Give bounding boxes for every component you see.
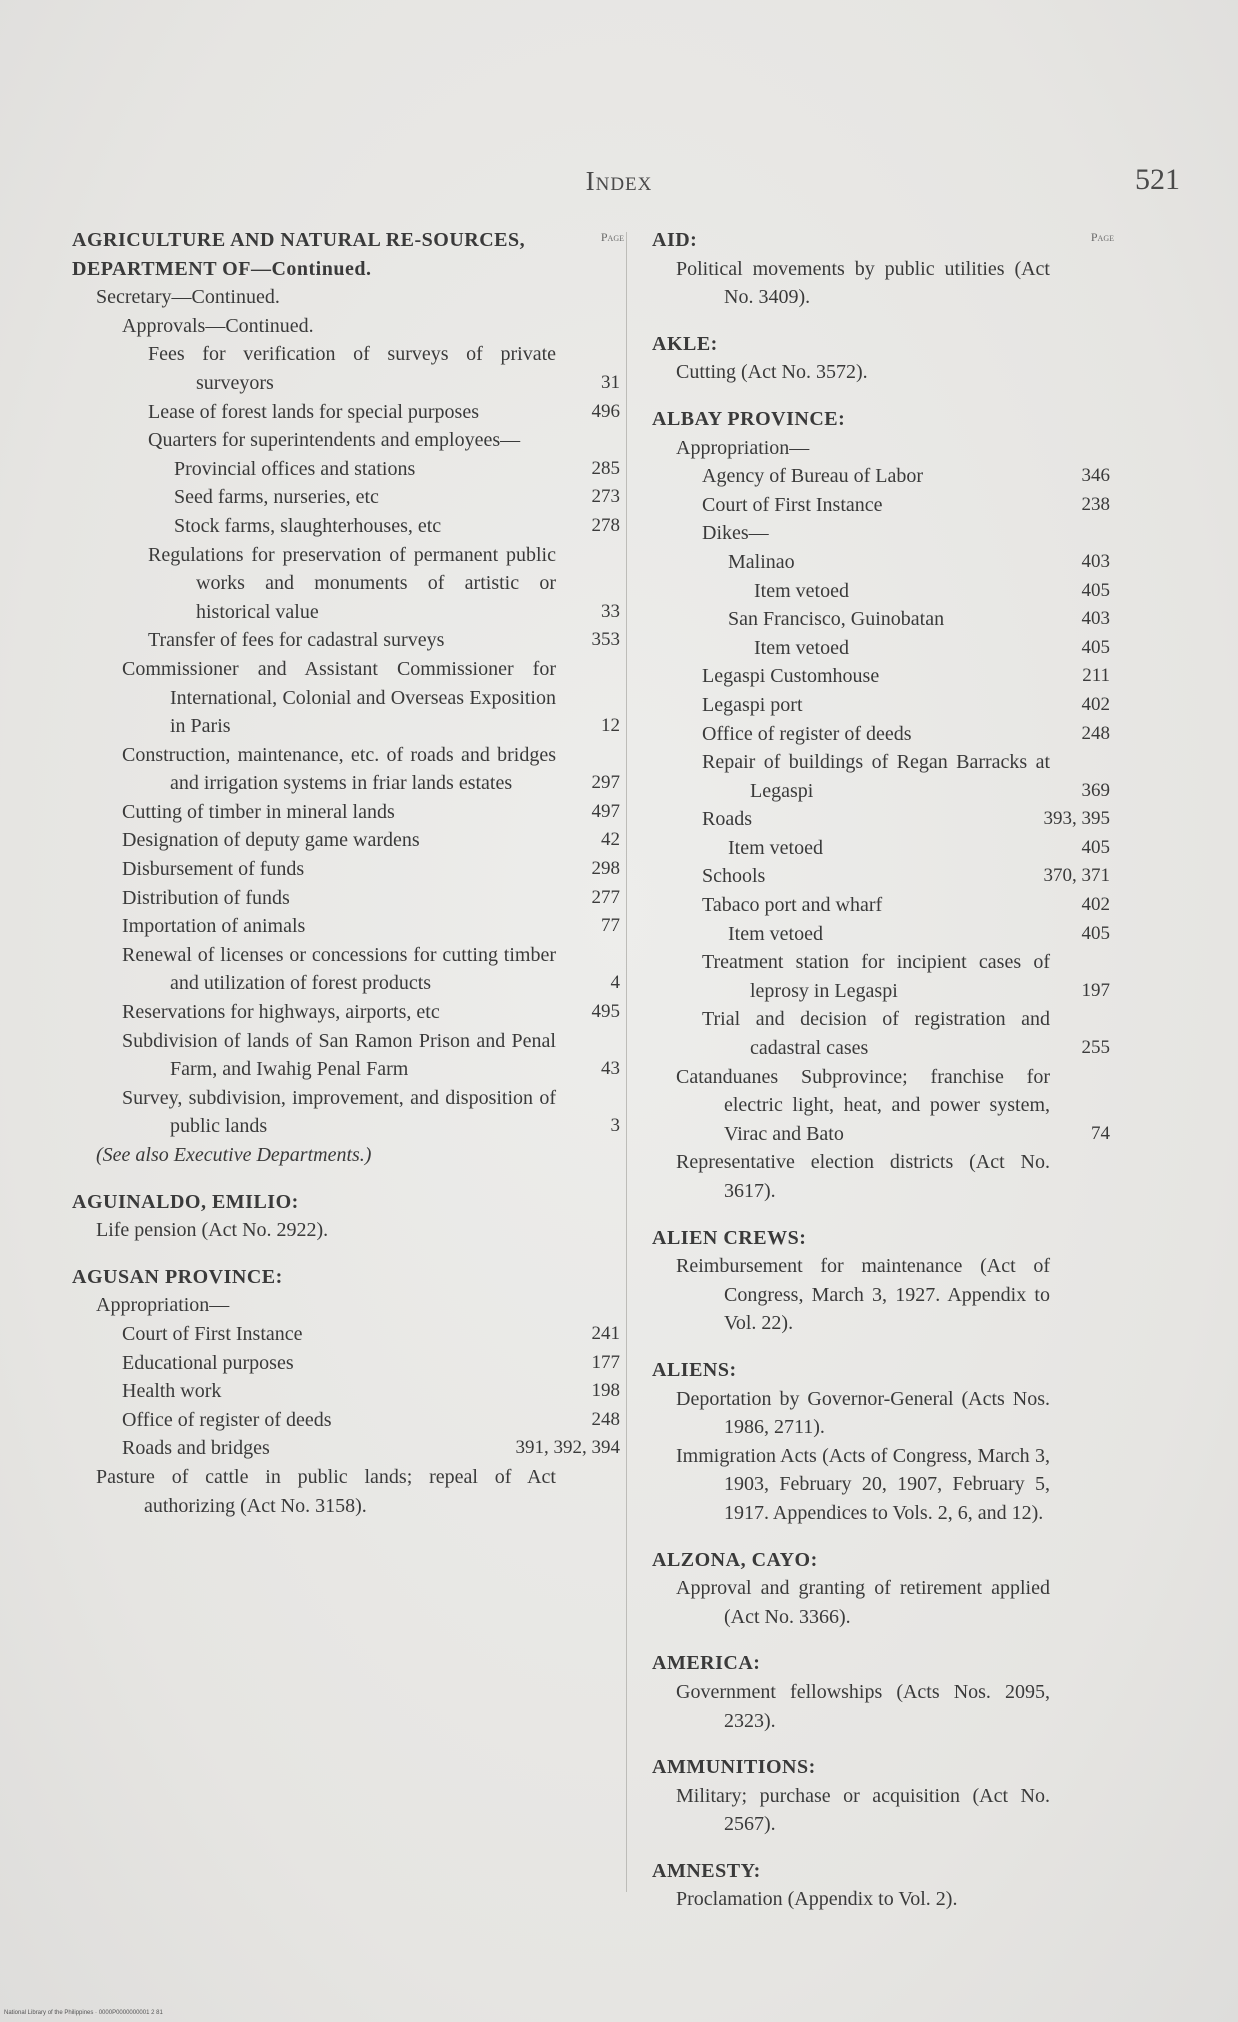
entry-text: Importation of animals <box>122 915 306 938</box>
index-entry <box>72 398 620 427</box>
entry-text: Stock farms, slaughterhouses, etc <box>174 514 442 537</box>
index-heading: ALIENS: <box>652 1358 737 1381</box>
index-subentry <box>652 1574 1110 1631</box>
entry-text: Distribution of funds <box>122 886 290 909</box>
entry-text: Malinao <box>728 550 795 573</box>
entry-text: Agency of Bureau of Labor <box>702 465 924 488</box>
entry-text: Reimbursement for maintenance (Act of Congress, March 3, 1927. Appendix to Vol. 22). <box>676 1255 1050 1335</box>
entry-text: Legaspi Customhouse <box>702 665 880 688</box>
index-entry <box>72 884 620 913</box>
entry-page-ref: 346 <box>1081 465 1110 487</box>
entry-page-ref: 4 <box>610 972 620 994</box>
entry-text: Commissioner and Assistant Commissioner for International, Colonial and Overseas Exposition in Paris <box>122 657 556 738</box>
entry-page-ref: 12 <box>601 715 620 737</box>
index-entry <box>652 1063 1110 1149</box>
page-number: 521 <box>1135 163 1180 196</box>
index-heading: AMERICA: <box>652 1652 761 1675</box>
entry-page-ref: 393, 395 <box>1043 808 1110 830</box>
entry-text: Designation of deputy game wardens <box>122 829 420 852</box>
entry-page-ref: 31 <box>601 371 620 393</box>
index-entry <box>72 340 620 397</box>
entry-page-ref: 285 <box>591 457 620 479</box>
entry-page-ref: 273 <box>591 486 620 508</box>
index-subentry <box>652 1148 1110 1205</box>
entry-page-ref: 211 <box>1082 665 1110 687</box>
index-subentry <box>652 1782 1110 1839</box>
index-subentry <box>72 1463 620 1520</box>
scan-footer: National Library of the Philippines · 0000P0000000001 2 81 <box>4 2010 163 2016</box>
entry-page-ref: 405 <box>1081 836 1110 858</box>
entry-text: Political movements by public utilities (Act No. 3409). <box>676 257 1050 309</box>
index-entry <box>72 912 620 941</box>
entry-text: Regulations for preservation of permanent public works and monuments of artistic or historical value <box>148 543 556 623</box>
index-subentry <box>652 358 1110 387</box>
index-subentry <box>72 1291 620 1320</box>
index-entry <box>652 1005 1110 1062</box>
entry-page-ref: 177 <box>591 1351 620 1373</box>
index-entry <box>652 891 1110 920</box>
index-heading: ALZONA, CAYO: <box>652 1548 818 1571</box>
index-entry <box>72 798 620 827</box>
index-entry <box>72 855 620 884</box>
index-entry <box>652 491 1110 520</box>
entry-page-ref: 405 <box>1081 922 1110 944</box>
entry-page-ref: 42 <box>601 829 620 851</box>
column-divider <box>626 232 627 1892</box>
entry-text: Reservations for highways, airports, etc <box>122 1001 440 1024</box>
entry-text: Renewal of licenses or concessions for cutting timber and utilization of forest products <box>122 943 556 995</box>
entry-text: Seed farms, nurseries, etc <box>174 486 379 509</box>
entry-text: Pasture of cattle in public lands; repeal of Act authorizing (Act No. 3158). <box>96 1465 556 1517</box>
index-entry <box>72 1027 620 1084</box>
entry-page-ref: 496 <box>591 400 620 422</box>
entry-page-ref: 298 <box>591 858 620 880</box>
entry-page-ref: 278 <box>591 514 620 536</box>
index-entry <box>652 605 1110 634</box>
index-subentry <box>652 434 1110 463</box>
index-heading: AGUINALDO, EMILIO: <box>72 1190 299 1213</box>
index-entry <box>72 455 620 484</box>
index-entry <box>652 548 1110 577</box>
index-entry <box>652 948 1110 1005</box>
entry-page-ref: 198 <box>591 1380 620 1402</box>
index-entry <box>72 741 620 798</box>
index-entry <box>72 1377 620 1406</box>
entry-page-ref: 369 <box>1081 779 1110 801</box>
entry-text: Tabaco port and wharf <box>702 894 883 917</box>
index-entry <box>72 655 620 741</box>
entry-page-ref: 497 <box>591 800 620 822</box>
index-subentry <box>72 283 620 312</box>
entry-text: Catanduanes Subprovince; franchise for electric light, heat, and power system, Virac and Bato <box>676 1065 1050 1145</box>
entry-text: Disbursement of funds <box>122 858 305 881</box>
entry-page-ref: 353 <box>591 629 620 651</box>
entry-text: San Francisco, Guinobatan <box>728 608 945 631</box>
entry-page-ref: 43 <box>601 1058 620 1080</box>
entry-text: Roads <box>702 808 752 831</box>
index-entry <box>72 483 620 512</box>
entry-text: Lease of forest lands for special purposes <box>148 400 479 423</box>
index-heading: AID: <box>652 229 698 251</box>
index-entry <box>72 626 620 655</box>
index-entry <box>652 662 1110 691</box>
entry-text: Treatment station for incipient cases of leprosy in Legaspi <box>702 951 1050 1002</box>
entry-page-ref: 402 <box>1081 894 1110 916</box>
entry-text: Deportation by Governor-General (Acts Nos. 1986, 2711). <box>676 1387 1050 1439</box>
entry-text: Court of First Instance <box>122 1322 303 1345</box>
index-entry <box>72 998 620 1027</box>
entry-page-ref: 33 <box>601 600 620 622</box>
entry-text: Subdivision of lands of San Ramon Prison and Penal Farm, and Iwahig Penal Farm <box>122 1029 556 1081</box>
index-entry <box>652 462 1110 491</box>
index-entry <box>652 577 1110 606</box>
entry-page-ref: 402 <box>1081 693 1110 715</box>
entry-text: Proclamation (Appendix to Vol. 2). <box>676 1888 958 1911</box>
entry-text: Item vetoed <box>754 636 849 659</box>
entry-text: Appropriation— <box>676 436 810 459</box>
index-entry <box>652 691 1110 720</box>
page-column-label: Page <box>1090 230 1114 244</box>
entry-page-ref: 77 <box>601 915 620 937</box>
entry-page-ref: 391, 392, 394 <box>515 1437 620 1459</box>
index-entry <box>72 941 620 998</box>
entry-page-ref: 248 <box>591 1408 620 1430</box>
index-heading: ALBAY PROVINCE: <box>652 407 846 430</box>
index-entry <box>652 720 1110 749</box>
entry-text: Office of register of deeds <box>122 1408 332 1431</box>
index-entry <box>72 512 620 541</box>
page-title: Index <box>585 166 653 196</box>
entry-text: Provincial offices and stations <box>174 457 416 480</box>
entry-text: Secretary—Continued. <box>96 286 280 309</box>
index-subentry <box>652 1885 1110 1914</box>
entry-text: Approvals—Continued. <box>122 314 314 337</box>
index-heading: AMMUNITIONS: <box>652 1756 816 1779</box>
entry-text: Life pension (Act No. 2922). <box>96 1219 329 1242</box>
entry-text: Health work <box>122 1380 222 1403</box>
entry-text: Item vetoed <box>728 836 823 859</box>
entry-text: Cutting (Act No. 3572). <box>676 361 868 384</box>
index-entry <box>652 748 1110 805</box>
index-column-left <box>72 226 624 1520</box>
entry-page-ref: 405 <box>1081 579 1110 601</box>
index-column-right <box>652 226 1114 1914</box>
index-heading: AKLE: <box>652 332 718 355</box>
entry-page-ref: 238 <box>1081 493 1110 515</box>
index-entry <box>72 1406 620 1435</box>
entry-text: Repair of buildings of Regan Barracks at Legaspi <box>702 751 1050 802</box>
see-also-note <box>72 1141 620 1170</box>
entry-page-ref: 370, 371 <box>1043 865 1110 887</box>
index-subentry <box>652 1252 1110 1338</box>
index-entry <box>652 862 1110 891</box>
index-subentry <box>652 1678 1110 1735</box>
entry-text: Representative election districts (Act No. 3617). <box>676 1151 1050 1202</box>
page-column-label: Page <box>600 230 624 244</box>
entry-text: Court of First Instance <box>702 493 883 516</box>
entry-text: Appropriation— <box>96 1294 230 1317</box>
index-entry <box>72 541 620 627</box>
entry-text: Schools <box>702 865 766 888</box>
entry-text: Trial and decision of registration and cadastral cases <box>702 1008 1050 1060</box>
entry-text: Office of register of deeds <box>702 722 912 745</box>
entry-text: Government fellowships (Acts Nos. 2095, 2323). <box>676 1680 1050 1732</box>
index-entry <box>652 834 1110 863</box>
entry-text: Fees for verification of surveys of private surveyors <box>148 343 556 394</box>
entry-text: Dikes— <box>702 522 769 545</box>
entry-text: Item vetoed <box>754 579 849 602</box>
entry-text: Legaspi port <box>702 693 803 716</box>
entry-text: Survey, subdivision, improvement, and disposition of public lands <box>122 1086 556 1138</box>
entry-text: (See also Executive Departments.) <box>96 1144 372 1166</box>
index-heading: ALIEN CREWS: <box>652 1226 807 1249</box>
entry-text: Approval and granting of retirement applied (Act No. 3366). <box>676 1577 1050 1628</box>
index-entry <box>72 1320 620 1349</box>
index-heading: AGRICULTURE AND NATURAL RE-SOURCES, DEPARTMENT OF—Continued. <box>72 229 526 280</box>
index-subentry <box>652 255 1110 312</box>
entry-text: Transfer of fees for cadastral surveys <box>148 629 445 652</box>
entry-page-ref: 197 <box>1081 979 1110 1001</box>
entry-page-ref: 297 <box>591 772 620 794</box>
entry-page-ref: 405 <box>1081 636 1110 658</box>
index-entry <box>72 826 620 855</box>
entry-text: Immigration Acts (Acts of Congress, March 3, 1903, February 20, 1907, February 5, 1917. Appendices to Vols. 2, 6, and 12). <box>676 1444 1050 1524</box>
entry-page-ref: 403 <box>1081 550 1110 572</box>
entry-page-ref: 255 <box>1081 1037 1110 1059</box>
index-subentry <box>652 519 1110 548</box>
index-subentry <box>72 426 620 455</box>
index-entry <box>72 1084 620 1141</box>
index-subentry <box>72 1216 620 1245</box>
index-entry <box>652 920 1110 949</box>
entry-page-ref: 74 <box>1091 1122 1110 1144</box>
entry-text: Item vetoed <box>728 922 823 945</box>
entry-text: Construction, maintenance, etc. of roads and bridges and irrigation systems in friar lands estates <box>122 743 556 795</box>
entry-text: Military; purchase or acquisition (Act No. 2567). <box>676 1784 1050 1836</box>
index-subentry <box>652 1442 1110 1528</box>
index-entry <box>652 805 1110 834</box>
entry-page-ref: 495 <box>591 1001 620 1023</box>
index-subentry <box>72 312 620 341</box>
entry-text: Quarters for superintendents and employees— <box>148 429 521 452</box>
index-entry <box>72 1349 620 1378</box>
entry-text: Cutting of timber in mineral lands <box>122 800 395 823</box>
index-entry <box>652 634 1110 663</box>
index-subentry <box>652 1385 1110 1442</box>
index-heading: AMNESTY: <box>652 1859 761 1882</box>
entry-page-ref: 241 <box>591 1322 620 1344</box>
entry-text: Educational purposes <box>122 1351 294 1374</box>
entry-page-ref: 248 <box>1081 722 1110 744</box>
entry-text: Roads and bridges <box>122 1437 270 1460</box>
entry-page-ref: 403 <box>1081 608 1110 630</box>
entry-page-ref: 277 <box>591 886 620 908</box>
index-heading: AGUSAN PROVINCE: <box>72 1265 283 1288</box>
entry-page-ref: 3 <box>610 1115 620 1137</box>
index-entry <box>72 1434 620 1463</box>
